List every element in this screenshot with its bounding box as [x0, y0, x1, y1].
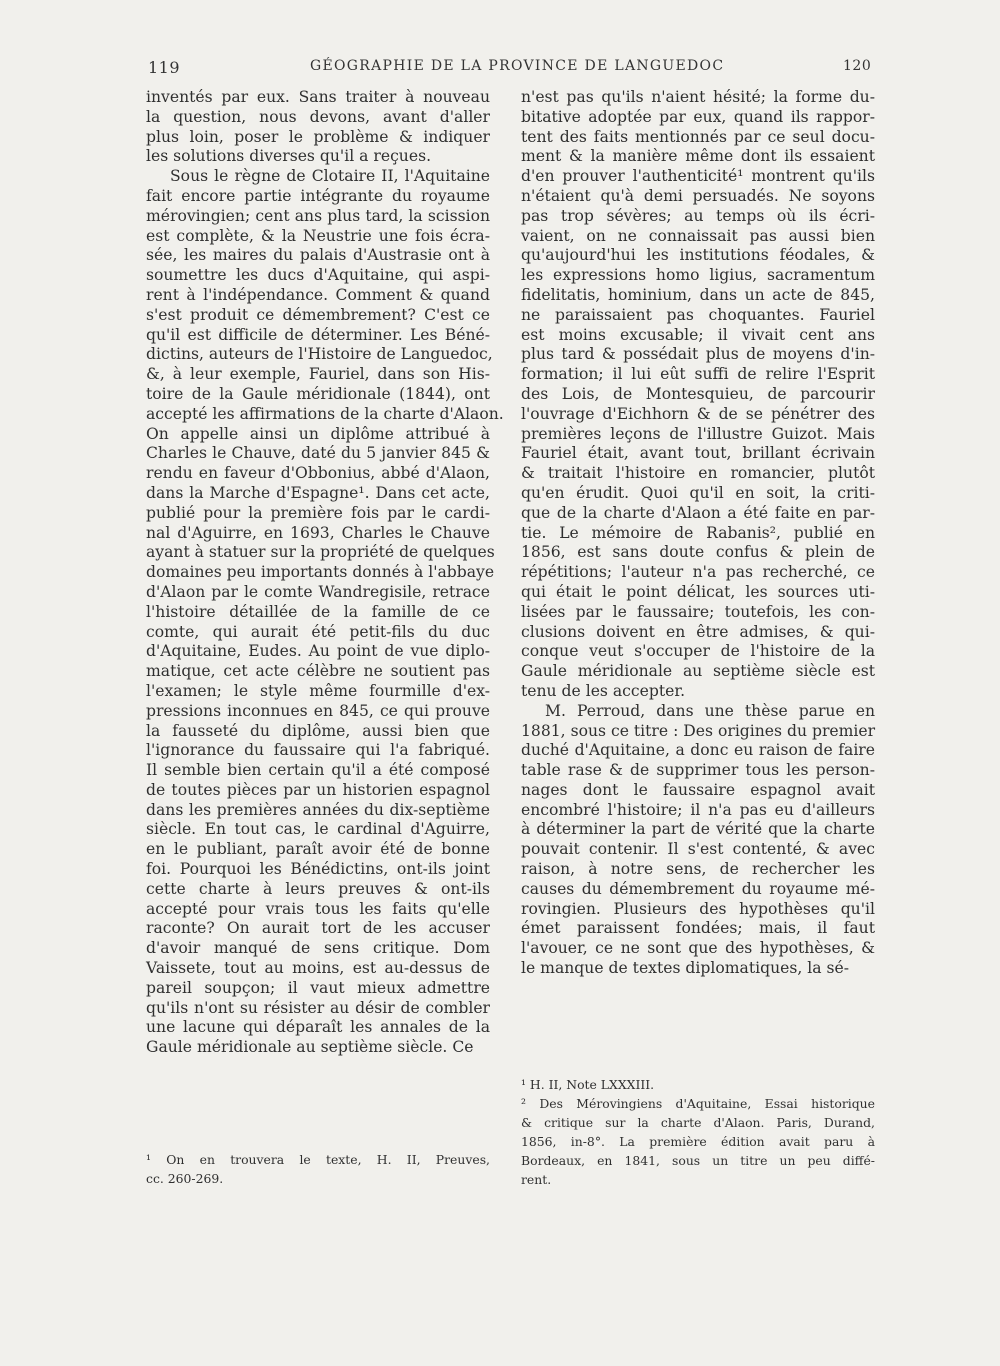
text-line: domaines peu importants donnés à l'abbaye	[146, 563, 495, 582]
text-line: M. Perroud, dans une thèse parue en	[545, 701, 875, 720]
text-line: l'histoire détaillée de la famille de ce	[146, 602, 490, 621]
text-line: causes du démembrement du royaume mé-	[521, 879, 875, 898]
text-line: Il semble bien certain qu'il a été composé	[146, 761, 490, 780]
text-line: d'en prouver l'authenticité¹ montrent qu'ils	[521, 167, 875, 186]
text-line: les solutions diverses qu'il a reçues.	[146, 147, 432, 166]
text-line: qu'il est difficile de déterminer. Les Béné-	[146, 325, 490, 344]
text-line: siècle. En tout cas, le cardinal d'Aguirre,	[146, 820, 490, 839]
text-line: dans les premières années du dix-septième	[146, 800, 490, 819]
text-line: dictins, auteurs de l'Histoire de Languedoc,	[146, 345, 493, 364]
text-line: toire de la Gaule méridionale (1844), ont	[146, 384, 490, 403]
text-line: Gaule méridionale au septième siècle. Ce	[146, 1038, 474, 1057]
paragraph	[146, 167, 504, 1058]
text-line: que de la charte d'Alaon a été faite en par-	[521, 503, 875, 522]
text-line: ayant à statuer sur la propriété de quelques	[146, 543, 495, 562]
text-line: encombré l'histoire; il n'a pas eu d'ailleurs	[521, 800, 875, 819]
text-line: sée, les maires du palais d'Austrasie ont à	[146, 246, 490, 265]
text-line: accepté pour vrais tous les faits qu'elle	[146, 899, 490, 918]
text-line: Sous le règne de Clotaire II, l'Aquitaine	[170, 167, 490, 186]
footnote	[146, 1150, 490, 1188]
text-line: dans la Marche d'Espagne¹. Dans cet acte,	[146, 483, 490, 502]
text-line: l'ignorance du faussaire qui l'a fabriqué.	[146, 741, 490, 760]
text-line: tie. Le mémoire de Rabanis², publié en	[521, 523, 875, 542]
text-line: matique, cet acte célèbre ne soutient pas	[146, 662, 490, 681]
page-number-left: 119	[148, 58, 181, 77]
text-line: Fauriel était, avant tout, brillant écrivain	[521, 444, 875, 463]
text-line: est moins excusable; il vivait cent ans	[521, 325, 875, 344]
paragraph	[521, 88, 875, 702]
text-line: de toutes pièces par un historien espagnol	[146, 780, 490, 799]
footnote	[521, 1075, 875, 1189]
text-line: Vaissete, tout au moins, est au-dessus de	[146, 959, 490, 978]
text-line: à déterminer la part de vérité que la charte	[521, 820, 875, 839]
text-line: mérovingien; cent ans plus tard, la scission	[146, 206, 490, 225]
text-line: duché d'Aquitaine, a donc eu raison de faire	[521, 741, 875, 760]
text-line: nal d'Aguirre, en 1693, Charles le Chauve	[146, 523, 490, 542]
footnote-line: cc. 260-269.	[146, 1171, 224, 1186]
text-line: soumettre les ducs d'Aquitaine, qui aspi-	[146, 266, 490, 285]
text-line: qui était le point délicat, les sources uti-	[521, 582, 875, 601]
footnote-line: ² Des Mérovingiens d'Aquitaine, Essai historique	[521, 1096, 875, 1111]
text-line: rent à l'indépendance. Comment & quand	[146, 285, 490, 304]
text-line: foi. Pourquoi les Bénédictins, ont-ils joint	[146, 860, 490, 879]
text-line: rovingien. Plusieurs des hypothèses qu'il	[521, 899, 875, 918]
text-line: qu'en érudit. Quoi qu'il en soit, la criti-	[521, 483, 875, 502]
text-line: Charles le Chauve, daté du 5 janvier 845 &	[146, 444, 490, 463]
text-line: qu'aujourd'hui les institutions féodales, &	[521, 246, 875, 265]
page-number-right: 120	[843, 58, 872, 74]
text-line: ne paraissaient pas choquantes. Fauriel	[521, 305, 875, 324]
text-line: rendu en faveur d'Obbonius, abbé d'Alaon,	[146, 464, 490, 483]
footnote-line: Bordeaux, en 1841, sous un titre un peu diffé-	[521, 1153, 875, 1168]
footnote-line: rent.	[521, 1172, 552, 1187]
paragraph	[521, 702, 875, 979]
text-line: l'avouer, ce ne sont que des hypothèses, &	[521, 939, 875, 958]
text-line: formation; il lui eût suffi de relire l'Esprit	[521, 365, 875, 384]
text-line: qu'ils n'ont su résister au désir de combler	[146, 998, 490, 1017]
text-line: 1856, est sans doute confus & plein de	[521, 543, 875, 562]
text-line: s'est produit ce démembrement? C'est ce	[146, 305, 490, 324]
text-line: d'Alaon par le comte Wandregisile, retrace	[146, 582, 490, 601]
footnote-line: 1856, in-8°. La première édition avait paru à	[521, 1134, 875, 1149]
text-line: lisées par le faussaire; toutefois, les con-	[521, 602, 875, 621]
text-line: d'Aquitaine, Eudes. Au point de vue diplo-	[146, 642, 490, 661]
paragraph	[146, 88, 490, 167]
text-line: table rase & de supprimer tous les person-	[521, 761, 875, 780]
text-line: n'étaient qu'à demi persuadés. Ne soyons	[521, 186, 875, 205]
text-line: l'examen; le style même fourmille d'ex-	[146, 681, 490, 700]
text-line: cette charte à leurs preuves & ont-ils	[146, 879, 490, 898]
text-line: comte, qui aurait été petit-fils du duc	[146, 622, 490, 641]
footnote-line: ¹ H. II, Note LXXXIII.	[521, 1077, 655, 1092]
text-line: publié pour la première fois par le cardi-	[146, 503, 490, 522]
text-line: clusions doivent en être admises, & qui-	[521, 622, 875, 641]
footnotes-right	[521, 1075, 875, 1189]
text-line: raison, à notre sens, de rechercher les	[521, 860, 875, 879]
text-line: pas trop sévères; au temps où ils écri-	[521, 206, 875, 225]
text-line: & traitait l'histoire en romancier, plutôt	[521, 464, 875, 483]
text-line: n'est pas qu'ils n'aient hésité; la forme du-	[521, 88, 875, 106]
text-line: la fausseté du diplôme, aussi bien que	[146, 721, 490, 740]
text-line: des Lois, de Montesquieu, de parcourir	[521, 384, 875, 403]
text-line: bitative adoptée par eux, quand ils rappor-	[521, 107, 875, 126]
text-line: une lacune qui déparaît les annales de la	[146, 1018, 490, 1037]
text-line: l'ouvrage d'Eichhorn & de se pénétrer des	[521, 404, 875, 423]
text-line: fait encore partie intégrante du royaume	[146, 186, 490, 205]
text-line: On appelle ainsi un diplôme attribué à	[146, 424, 490, 443]
text-line: &, à leur exemple, Fauriel, dans son His-	[146, 365, 490, 384]
text-line: Gaule méridionale au septième siècle est	[521, 662, 875, 681]
footnote-line: ¹ On en trouvera le texte, H. II, Preuves,	[146, 1152, 490, 1167]
text-line: répétitions; l'auteur n'a pas recherché, ce	[521, 563, 875, 582]
text-line: pressions inconnues en 845, ce qui prouve	[146, 701, 490, 720]
text-line: tenu de les accepter.	[521, 681, 686, 700]
text-line: vaient, on ne connaissait pas aussi bien	[521, 226, 875, 245]
text-line: est complète, & la Neustrie une fois écra-	[146, 226, 490, 245]
text-line: émet paraissent fondées; mais, il faut	[521, 919, 875, 938]
text-line: nages dont le faussaire espagnol avait	[521, 780, 875, 799]
text-line: inventés par eux. Sans traiter à nouveau	[146, 88, 490, 106]
text-line: le manque de textes diplomatiques, la sé-	[521, 959, 849, 978]
text-line: conque veut s'occuper de l'histoire de la	[521, 642, 875, 661]
text-line: accepté les affirmations de la charte d'Alaon.	[146, 404, 504, 423]
text-line: la question, nous devons, avant d'aller	[146, 107, 490, 126]
text-line: tent des faits mentionnés par ce seul docu-	[521, 127, 875, 146]
footnotes-left	[146, 1150, 490, 1188]
right-column	[521, 88, 875, 979]
left-column	[146, 88, 504, 1058]
footnote-line: & critique sur la charte d'Alaon. Paris, Durand,	[521, 1115, 875, 1130]
text-line: pouvait contenir. Il s'est contenté, & avec	[521, 840, 875, 859]
text-line: en le publiant, paraît avoir été de bonne	[146, 840, 490, 859]
text-line: plus tard & possédait plus de moyens d'in-	[521, 345, 875, 364]
text-line: d'avoir manqué de sens critique. Dom	[146, 939, 490, 958]
text-line: les expressions homo ligius, sacramentum	[521, 266, 875, 285]
text-line: fidelitatis, hominium, dans un acte de 845,	[521, 285, 875, 304]
running-title: GÉOGRAPHIE DE LA PROVINCE DE LANGUEDOC	[310, 58, 725, 74]
text-line: plus loin, poser le problème & indiquer	[146, 127, 490, 146]
text-line: raconte? On aurait tort de les accuser	[146, 919, 490, 938]
text-line: premières leçons de l'illustre Guizot. Mais	[521, 424, 875, 443]
text-line: pareil soupçon; il vaut mieux admettre	[146, 978, 490, 997]
text-line: 1881, sous ce titre : Des origines du premier	[521, 721, 876, 740]
text-line: ment & la manière même dont ils essaient	[521, 147, 875, 166]
